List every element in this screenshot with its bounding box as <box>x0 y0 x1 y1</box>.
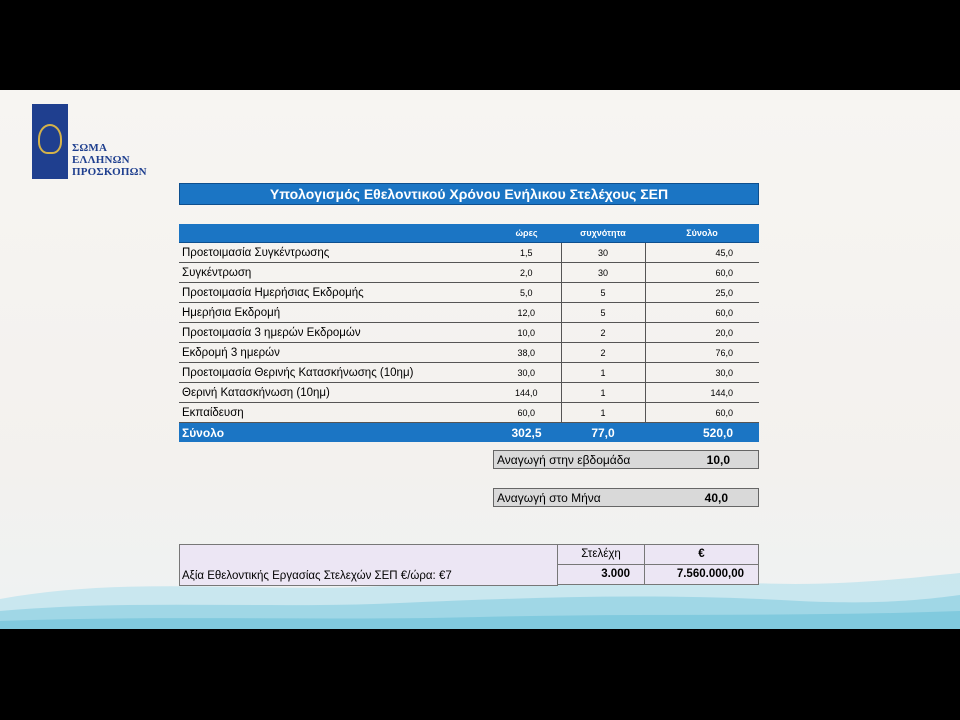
row-total: 30,0 <box>645 363 759 383</box>
table-sum-row <box>179 423 759 443</box>
row-total: 60,0 <box>645 303 759 323</box>
header-total: Σύνολο <box>645 224 759 243</box>
row-hours: 5,0 <box>492 283 561 303</box>
cost-label: Αξία Εθελοντικής Εργασίας Στελεχών ΣΕΠ €/ώρα: €7 <box>182 570 452 582</box>
monthly-label: Αναγωγή στο Μήνα <box>497 491 601 505</box>
row-frequency: 1 <box>561 403 645 423</box>
staff-header: Στελέχη <box>557 544 645 565</box>
scouts-logo <box>32 104 68 179</box>
row-frequency: 2 <box>561 343 645 363</box>
row-frequency: 30 <box>561 243 645 263</box>
table-title: Υπολογισμός Εθελοντικού Χρόνου Ενήλικου Στελέχους ΣΕΠ <box>179 183 759 205</box>
table-row <box>179 403 759 423</box>
euro-value: 7.560.000,00 <box>644 564 759 585</box>
table-row <box>179 303 759 323</box>
row-frequency: 2 <box>561 323 645 343</box>
row-hours: 10,0 <box>492 323 561 343</box>
row-hours: 60,0 <box>492 403 561 423</box>
row-frequency: 1 <box>561 363 645 383</box>
logo-line-2: ΕΛΛΗΝΩΝ <box>72 154 130 166</box>
staff-value: 3.000 <box>557 564 645 585</box>
table-row <box>179 283 759 303</box>
row-hours: 30,0 <box>492 363 561 383</box>
row-total: 60,0 <box>645 403 759 423</box>
row-total: 45,0 <box>645 243 759 263</box>
sum-frequency: 77,0 <box>561 423 645 443</box>
row-total: 20,0 <box>645 323 759 343</box>
table-row <box>179 263 759 283</box>
euro-header: € <box>644 544 759 565</box>
row-hours: 144,0 <box>492 383 561 403</box>
row-label: Θερινή Κατασκήνωση (10ημ) <box>179 383 492 403</box>
row-label: Προετοιμασία Συγκέντρωσης <box>179 243 492 263</box>
row-total: 76,0 <box>645 343 759 363</box>
sum-total: 520,0 <box>645 423 759 443</box>
table-row <box>179 383 759 403</box>
logo-line-1: ΣΩΜΑ <box>72 142 108 154</box>
monthly-reduction-box <box>493 488 759 507</box>
row-frequency: 5 <box>561 283 645 303</box>
fleur-de-lis-icon <box>38 124 62 154</box>
logo-line-3: ΠΡΟΣΚΟΠΩΝ <box>72 166 147 178</box>
weekly-label: Αναγωγή στην εβδομάδα <box>497 453 631 467</box>
table-row <box>179 343 759 363</box>
sum-hours: 302,5 <box>492 423 561 443</box>
row-hours: 38,0 <box>492 343 561 363</box>
table-row <box>179 363 759 383</box>
slide <box>0 90 960 629</box>
weekly-value: 10,0 <box>706 453 730 467</box>
row-frequency: 30 <box>561 263 645 283</box>
volunteer-time-table <box>179 224 759 442</box>
weekly-reduction-box <box>493 450 759 469</box>
table-header-row <box>179 224 759 243</box>
row-frequency: 1 <box>561 383 645 403</box>
row-label: Προετοιμασία Ημερήσιας Εκδρομής <box>179 283 492 303</box>
row-total: 60,0 <box>645 263 759 283</box>
row-label: Εκδρομή 3 ημερών <box>179 343 492 363</box>
header-blank <box>179 224 492 243</box>
header-frequency: συχνότητα <box>561 224 645 243</box>
table-row <box>179 243 759 263</box>
row-label: Ημερήσια Εκδρομή <box>179 303 492 323</box>
row-frequency: 5 <box>561 303 645 323</box>
row-hours: 1,5 <box>492 243 561 263</box>
row-label: Προετοιμασία 3 ημερών Εκδρομών <box>179 323 492 343</box>
monthly-value: 40,0 <box>704 491 728 505</box>
logo-text <box>72 142 147 178</box>
volunteer-value-table <box>179 544 759 586</box>
row-total: 25,0 <box>645 283 759 303</box>
row-label: Εκπαίδευση <box>179 403 492 423</box>
table-row <box>179 323 759 343</box>
row-label: Προετοιμασία Θερινής Κατασκήνωσης (10ημ) <box>179 363 492 383</box>
row-hours: 12,0 <box>492 303 561 323</box>
cost-label-cell <box>179 544 558 586</box>
sum-label: Σύνολο <box>179 423 492 443</box>
row-hours: 2,0 <box>492 263 561 283</box>
row-total: 144,0 <box>645 383 759 403</box>
row-label: Συγκέντρωση <box>179 263 492 283</box>
header-hours: ώρες <box>492 224 561 243</box>
